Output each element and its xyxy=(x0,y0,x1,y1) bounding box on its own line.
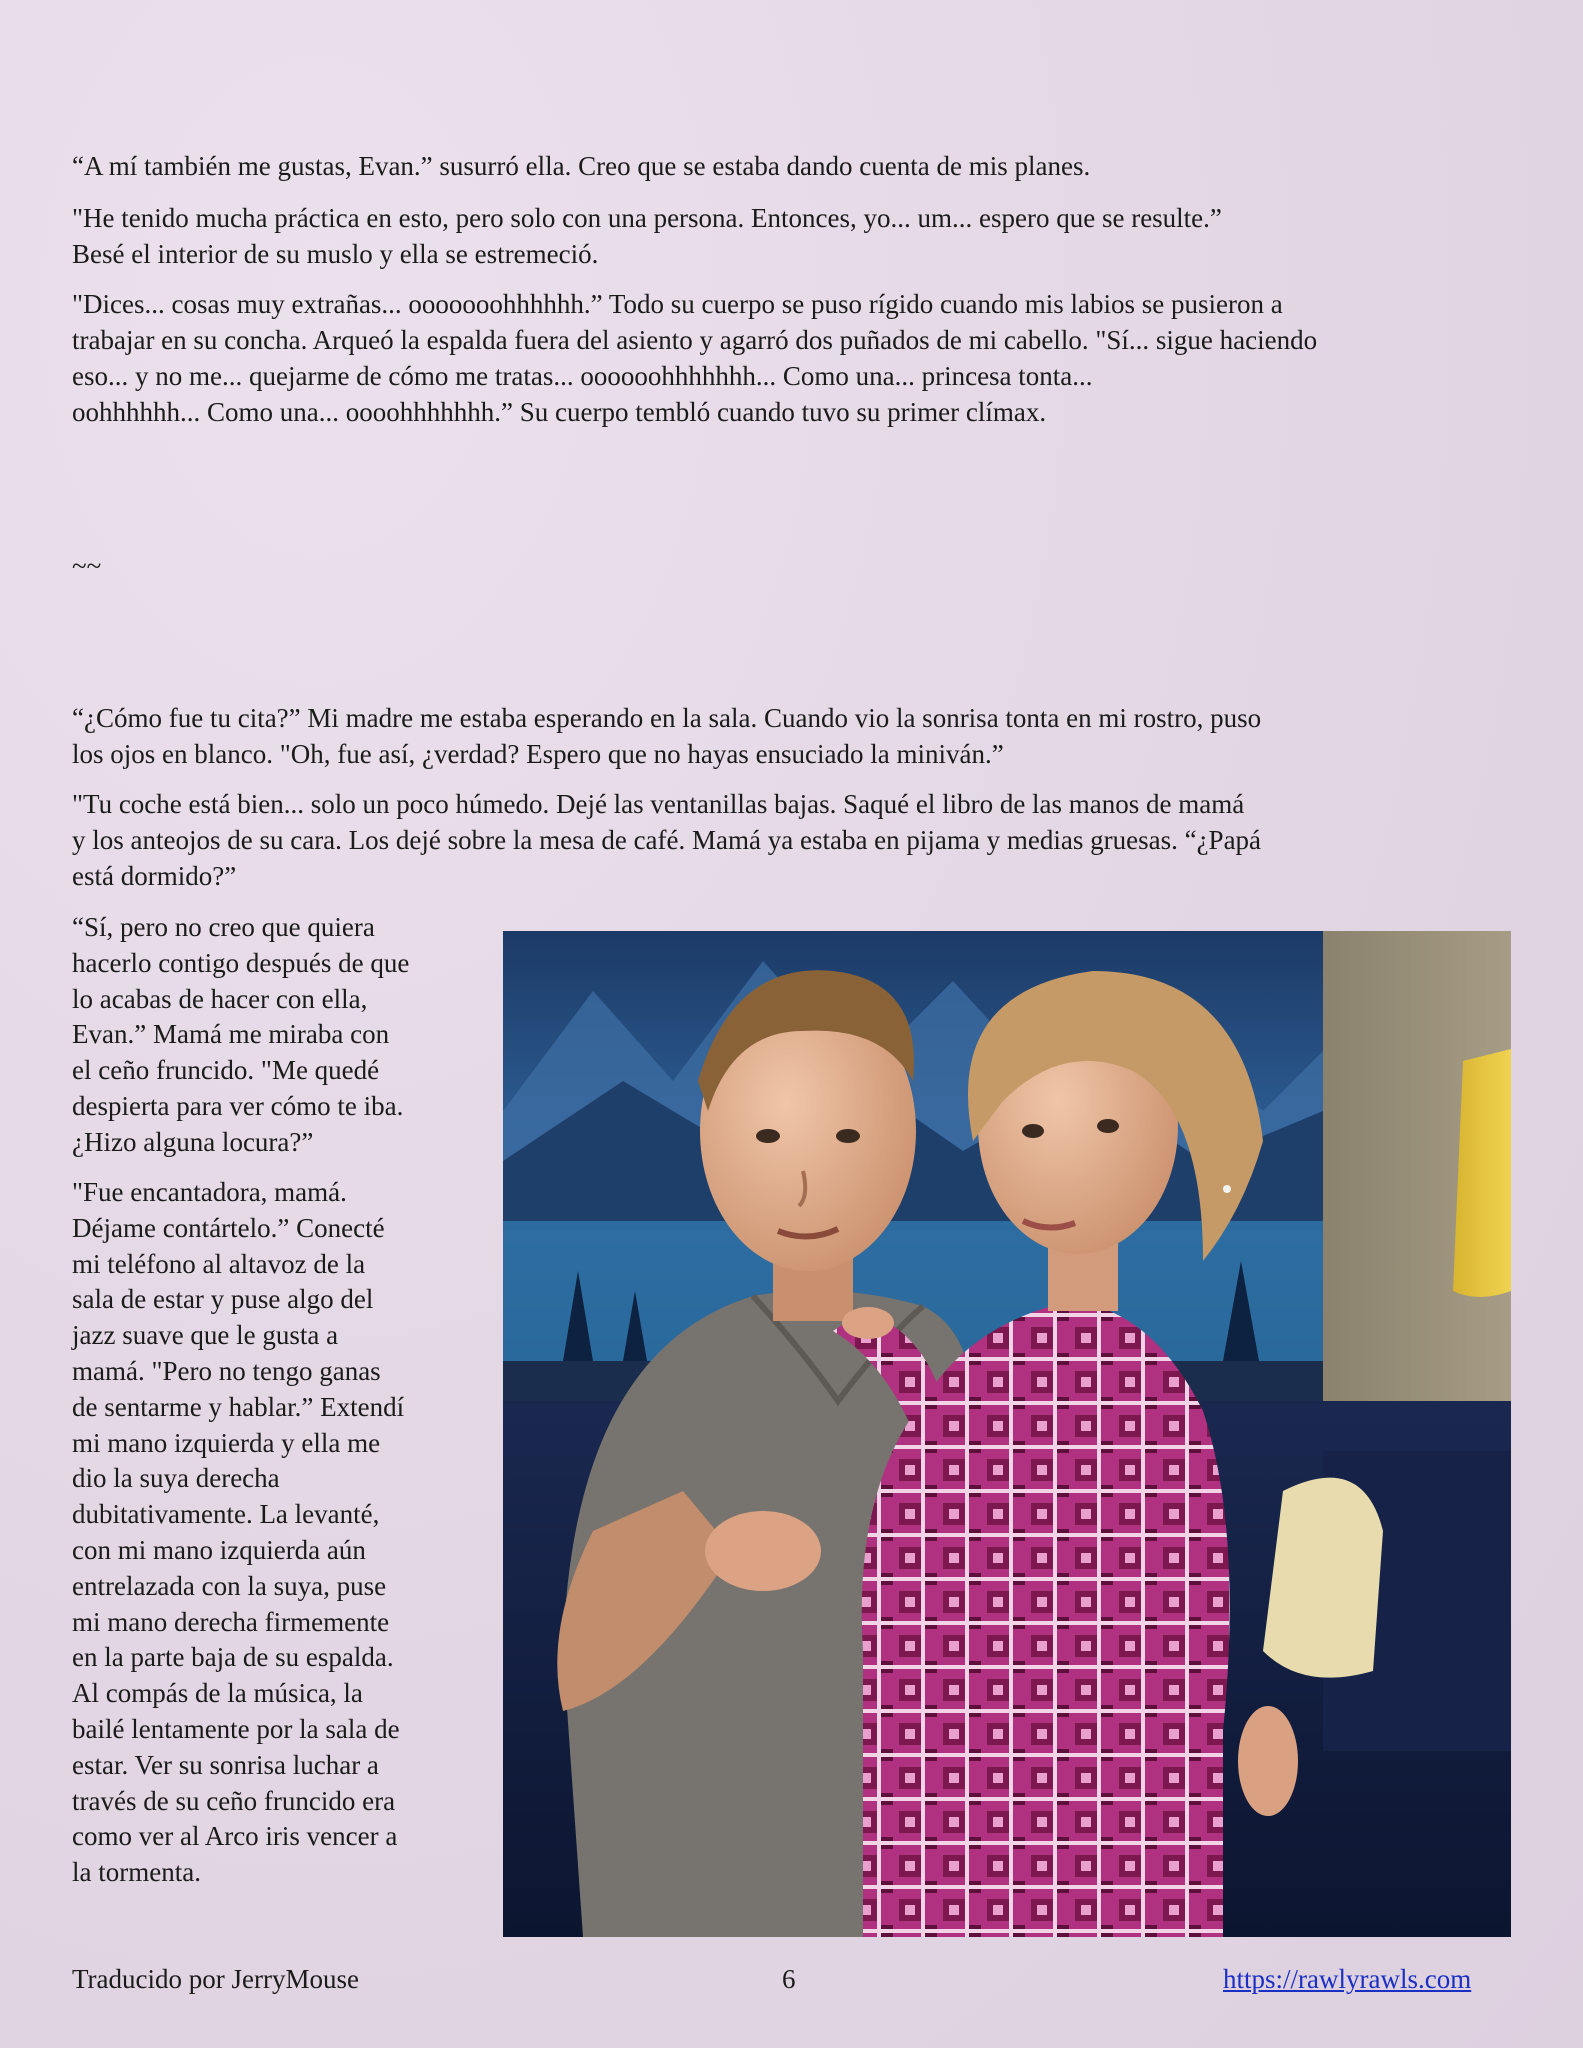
paragraph-4-line-2: los ojos en blanco. "Oh, fue así, ¿verdad? Espero que no hayas ensuciado la miniván.” xyxy=(72,739,1004,769)
text-line: ¿Hizo alguna locura?” xyxy=(72,1126,314,1157)
text-line: mamá. "Pero no tengo ganas xyxy=(72,1355,381,1386)
left-column-block-2 xyxy=(72,1175,492,1891)
paragraph-3-line-1: "Dices... cosas muy extrañas... ooooooohhhhhh.” Todo su cuerpo se puso rígido cuando mis labios se pusieron a xyxy=(72,289,1283,319)
illustration-image xyxy=(503,931,1511,1937)
text-line: "Fue encantadora, mamá. xyxy=(72,1177,347,1207)
text-line: con mi mano izquierda aún xyxy=(72,1534,366,1565)
text-line: estar. Ver su sonrisa luchar a xyxy=(72,1749,379,1780)
text-line: Déjame contártelo.” Conecté xyxy=(72,1212,385,1243)
text-line: bailé lentamente por la sala de xyxy=(72,1713,400,1744)
paragraph-4-line-1: “¿Cómo fue tu cita?” Mi madre me estaba esperando en la sala. Cuando vio la sonrisa tonta en mi rostro, puso xyxy=(72,703,1262,733)
paragraph-5-line-2: y los anteojos de su cara. Los dejé sobre la mesa de café. Mamá ya estaba en pijama y medias gruesas. “¿Papá xyxy=(72,825,1262,855)
text-line: mi mano derecha firmemente xyxy=(72,1606,390,1637)
text-line: dio la suya derecha xyxy=(72,1463,280,1494)
paragraph-1: “A mí también me gustas, Evan.” susurró ella. Creo que se estaba dando cuenta de mis planes. xyxy=(72,151,1091,181)
text-line: Al compás de la música, la xyxy=(72,1678,363,1709)
text-line: despierta para ver cómo te iba. xyxy=(72,1090,404,1121)
left-column-block-1 xyxy=(72,910,492,1161)
text-line: dubitativamente. La levanté, xyxy=(72,1499,380,1530)
section-separator: ~~ xyxy=(72,551,102,581)
footer-credit: Traducido por JerryMouse xyxy=(72,1964,359,1994)
couple-dancing-illustration xyxy=(503,931,1511,1937)
text-line: en la parte baja de su espalda. xyxy=(72,1642,394,1673)
paragraph-3-line-3: eso... y no me... quejarme de cómo me tratas... oooooohhhhhhh... Como una... princesa tonta... xyxy=(72,361,1093,391)
text-line: como ver al Arco iris vencer a xyxy=(72,1821,398,1852)
text-line: hacerlo contigo después de que xyxy=(72,947,410,978)
text-line: la tormenta. xyxy=(72,1857,201,1888)
footer-link[interactable]: https://rawlyrawls.com xyxy=(1223,1964,1472,1994)
text-line: mi mano izquierda y ella me xyxy=(72,1427,381,1458)
text-line: jazz suave que le gusta a xyxy=(72,1320,339,1351)
text-line: sala de estar y puse algo del xyxy=(72,1284,374,1315)
paragraph-2-line-1: "He tenido mucha práctica en esto, pero solo con una persona. Entonces, yo... um... espero que se resulte.” xyxy=(72,203,1222,233)
paragraph-2-line-2: Besé el interior de su muslo y ella se estremeció. xyxy=(72,239,599,269)
text-line: mi teléfono al altavoz de la xyxy=(72,1248,366,1279)
paragraph-5-line-1: "Tu coche está bien... solo un poco húmedo. Dejé las ventanillas bajas. Saqué el libro de las manos de mamá xyxy=(72,789,1245,819)
text-line: entrelazada con la suya, puse xyxy=(72,1570,387,1601)
text-line: “Sí, pero no creo que quiera xyxy=(72,912,375,942)
text-line: lo acabas de hacer con ella, xyxy=(72,983,368,1014)
page-number: 6 xyxy=(782,1964,796,1994)
paragraph-3-line-2: trabajar en su concha. Arqueó la espalda fuera del asiento y agarró dos puñados de mi cabello. "Sí... sigue haciendo xyxy=(72,325,1318,355)
paragraph-5-line-3: está dormido?” xyxy=(72,861,237,891)
text-line: Evan.” Mamá me miraba con xyxy=(72,1019,390,1050)
text-line: de sentarme y hablar.” Extendí xyxy=(72,1391,405,1422)
text-line: través de su ceño fruncido era xyxy=(72,1785,396,1816)
text-line: el ceño fruncido. "Me quedé xyxy=(72,1055,380,1086)
paragraph-3-line-4: oohhhhhh... Como una... oooohhhhhhh.” Su cuerpo tembló cuando tuvo su primer clímax. xyxy=(72,397,1047,427)
